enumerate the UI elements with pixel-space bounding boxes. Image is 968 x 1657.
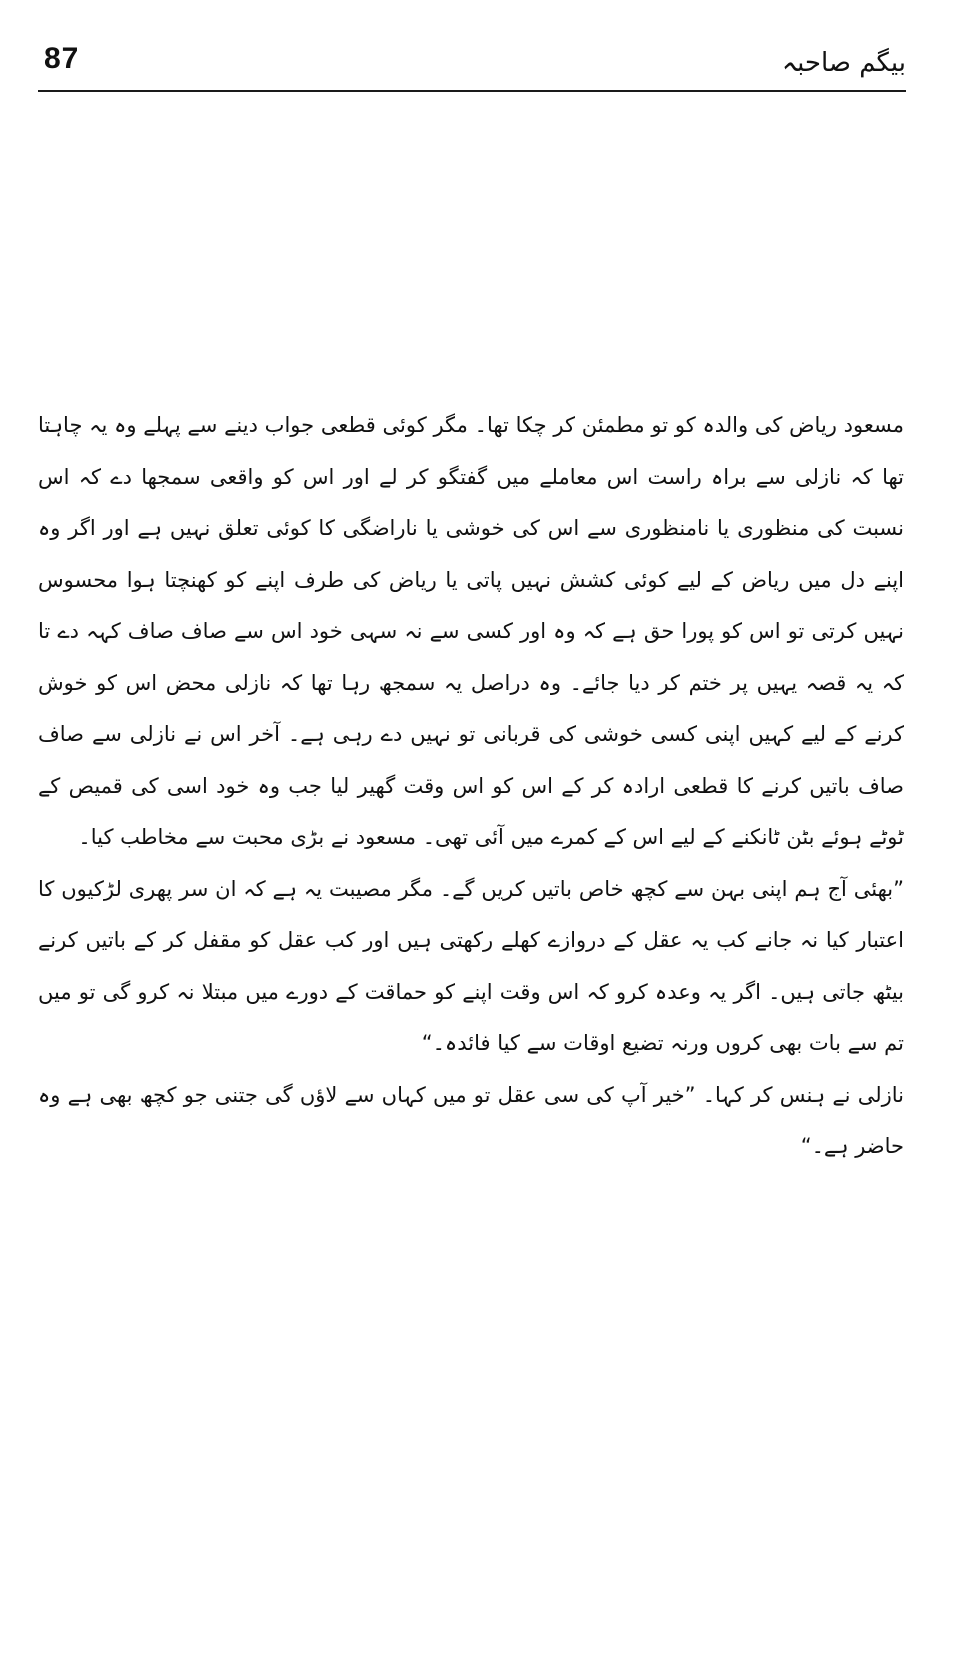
paragraph: مسعود ریاض کی والدہ کو تو مطمئن کر چکا تھا۔ مگر کوئی قطعی جواب دینے سے پہلے وہ یہ چاہتا تھا کہ نازلی سے براہ راست اس معاملے میں گفتگو کر لے اور اس کو واقعی سمجھا دے کہ اس نسبت کی منظوری یا نامنظوری سے اس کی خوشی یا ناراضگی کا کوئی تعلق نہیں ہے اور اگر وہ اپنے دل میں ریاض کے لیے کوئی کشش نہیں پاتی یا ریاض کی طرف اپنے کو کھنچتا ہوا محسوس نہیں کرتی تو اس کو پورا حق ہے کہ وہ اور کسی سے نہ سہی خود اس سے صاف صاف کہہ دے تا کہ یہ قصہ یہیں پر ختم کر دیا جائے۔ وہ دراصل یہ سمجھ رہا تھا کہ نازلی محض اس کو خوش کرنے کے لیے کہیں اپنی کسی خوشی کی قربانی تو نہیں دے رہی ہے۔ آخر اس نے نازلی سے صاف صاف باتیں کرنے کا قطعی ارادہ کر کے اس کو اس وقت گھیر لیا جب وہ خود اسی کی قمیص کے ٹوٹے ہوئے بٹن ٹانکنے کے لیے اس کے کمرے میں آئی تھی۔ مسعود نے بڑی محبت سے مخاطب کیا۔ (38, 413, 904, 849)
body-text (38, 400, 904, 1173)
paragraph: نازلی نے ہنس کر کہا۔ ”خیر آپ کی سی عقل تو میں کہاں سے لاؤں گی جتنی جو کچھ بھی ہے وہ حاضر ہے۔“ (38, 1082, 904, 1158)
page-header (38, 40, 906, 96)
running-title: بیگم صاحبہ (781, 48, 906, 78)
paragraph: ”بھئی آج ہم اپنی بہن سے کچھ خاص باتیں کریں گے۔ مگر مصیبت یہ ہے کہ ان سر پھری لڑکیوں کا اعتبار کیا نہ جانے کب یہ عقل کے دروازے کھلے رکھتی ہیں اور کب عقل کو مقفل کر کے باتیں کرنے بیٹھ جاتی ہیں۔ اگر یہ وعدہ کرو کہ اس وقت اپنے کو حماقت کے دورے میں مبتلا نہ کرو گی تو میں تم سے بات بھی کروں ورنہ تضیع اوقات سے کیا فائدہ۔“ (38, 876, 904, 1055)
page-number: 87 (44, 42, 80, 75)
header-rule (38, 90, 906, 92)
